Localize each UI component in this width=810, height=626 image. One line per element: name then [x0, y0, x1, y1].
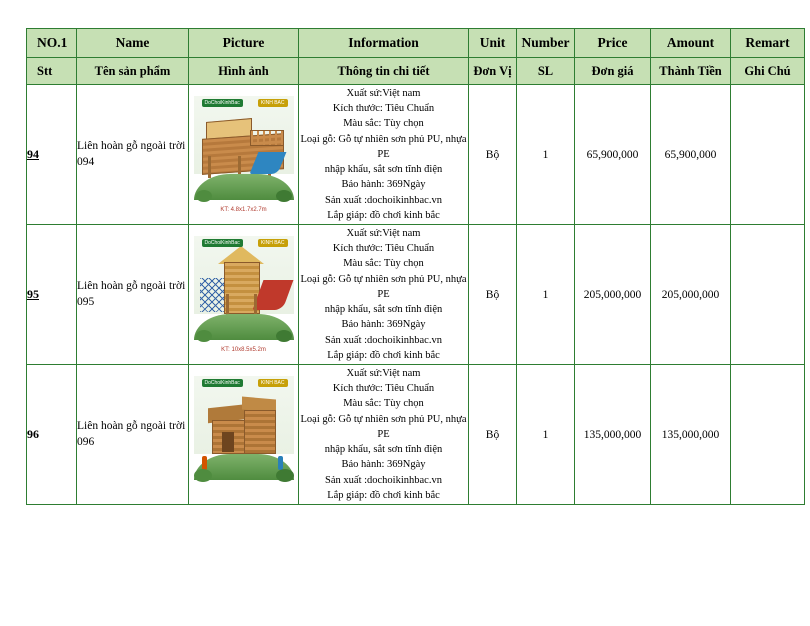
- watermark-logo: DoChoiKinhBac: [202, 239, 243, 247]
- header-stt-vn: Stt: [27, 58, 77, 85]
- cell-unit: Bộ: [469, 85, 517, 225]
- image-bush: [276, 469, 294, 482]
- header-price: Price: [575, 29, 651, 58]
- image-bush: [196, 330, 212, 342]
- info-line: Màu sắc: Tùy chọn: [343, 398, 424, 410]
- header-remark-vn: Ghi Chú: [731, 58, 805, 85]
- info-line: Loại gỗ: Gỗ tự nhiên sơn phủ PU, nhựa PE: [300, 133, 467, 160]
- info-line: Màu sắc: Tùy chọn: [343, 258, 424, 270]
- watermark-logo: DoChoiKinhBac: [202, 379, 243, 387]
- header-remark: Remart: [731, 29, 805, 58]
- stt-value: 94: [27, 147, 39, 161]
- image-railing: [250, 130, 284, 146]
- header-amount: Amount: [651, 29, 731, 58]
- cell-number: 1: [517, 225, 575, 365]
- header-information: Information: [299, 29, 469, 58]
- product-image-096: [194, 376, 294, 494]
- info-line: Xuất sứ:Việt nam: [346, 88, 421, 100]
- cell-unit: Bộ: [469, 225, 517, 365]
- cell-remark: [731, 225, 805, 365]
- watermark-logo-secondary: KINH BAC: [258, 379, 288, 387]
- watermark-logo: DoChoiKinhBac: [202, 99, 243, 107]
- cell-amount: 65,900,000: [651, 85, 731, 225]
- table-row: [27, 85, 805, 225]
- info-line: nhập khẩu, sắt sơn tĩnh điện: [324, 444, 443, 456]
- info-line: Lắp giáp: đồ chơi kinh bắc: [327, 489, 440, 501]
- info-line: nhập khẩu, sắt sơn tĩnh điện: [324, 164, 443, 176]
- cell-price: 65,900,000: [575, 85, 651, 225]
- image-climbing-net: [200, 278, 224, 312]
- header-name: Name: [77, 29, 189, 58]
- info-line: Sản xuất :dochoikinhbac.vn: [325, 474, 442, 486]
- watermark-logo-secondary: KINH BAC: [258, 99, 288, 107]
- cell-information: [299, 85, 469, 225]
- cell-information: [299, 225, 469, 365]
- cell-information: [299, 365, 469, 505]
- header-name-vn: Tên sản phẩm: [77, 58, 189, 85]
- cell-unit: Bộ: [469, 365, 517, 505]
- header-row-english: [27, 29, 805, 58]
- header-no: NO.1: [27, 29, 77, 58]
- info-line: Lắp giáp: đồ chơi kinh bắc: [327, 349, 440, 361]
- cell-stt: [27, 85, 77, 225]
- image-bush: [276, 330, 292, 342]
- info-line: Kích thước: Tiêu Chuẩn: [332, 383, 435, 395]
- cell-picture: [189, 85, 299, 225]
- image-child: [278, 456, 283, 470]
- info-line: Sản xuất :dochoikinhbac.vn: [325, 194, 442, 206]
- header-row-vietnamese: [27, 58, 805, 85]
- header-picture-vn: Hình ảnh: [189, 58, 299, 85]
- image-child: [202, 456, 207, 470]
- info-line: nhập khẩu, sắt sơn tĩnh điện: [324, 304, 443, 316]
- image-bush: [196, 190, 212, 202]
- info-line: Bảo hành: 369Ngày: [341, 459, 426, 471]
- table-header: [27, 29, 805, 85]
- stt-value: 95: [27, 287, 39, 301]
- image-size-caption: KT: 4.8x1.7x2.7m: [220, 206, 267, 213]
- header-picture: Picture: [189, 29, 299, 58]
- header-unit-vn: Đơn Vị: [469, 58, 517, 85]
- image-bush: [194, 469, 212, 482]
- image-size-caption: KT: 10x8.5x5.2m: [221, 346, 266, 353]
- stt-value: 96: [27, 427, 39, 441]
- info-line: Bảo hành: 369Ngày: [341, 319, 426, 331]
- cell-price: 205,000,000: [575, 225, 651, 365]
- cell-stt: [27, 365, 77, 505]
- table-body: [27, 85, 805, 505]
- image-post: [208, 156, 211, 178]
- info-line: Xuất sứ:Việt nam: [346, 368, 421, 380]
- table-row: [27, 365, 805, 505]
- header-amount-vn: Thành Tiền: [651, 58, 731, 85]
- info-line: Kích thước: Tiêu Chuẩn: [332, 103, 435, 115]
- product-image-094: [194, 96, 294, 214]
- cell-remark: [731, 365, 805, 505]
- cell-stt: [27, 225, 77, 365]
- info-line: Kích thước: Tiêu Chuẩn: [332, 243, 435, 255]
- header-number-vn: SL: [517, 58, 575, 85]
- info-line: Loại gỗ: Gỗ tự nhiên sơn phủ PU, nhựa PE: [300, 273, 467, 300]
- image-bush: [276, 190, 292, 202]
- watermark-logo-secondary: KINH BAC: [258, 239, 288, 247]
- cell-remark: [731, 85, 805, 225]
- cell-amount: 135,000,000: [651, 365, 731, 505]
- cell-picture: [189, 225, 299, 365]
- header-price-vn: Đơn giá: [575, 58, 651, 85]
- cell-picture: [189, 365, 299, 505]
- product-catalog-table: [26, 28, 805, 505]
- cell-product-name: Liên hoàn gỗ ngoài trời 095: [77, 225, 189, 365]
- info-line: Lắp giáp: đồ chơi kinh bắc: [327, 209, 440, 221]
- header-unit: Unit: [469, 29, 517, 58]
- cell-price: 135,000,000: [575, 365, 651, 505]
- cell-number: 1: [517, 85, 575, 225]
- info-line: Xuất sứ:Việt nam: [346, 228, 421, 240]
- info-line: Bảo hành: 369Ngày: [341, 179, 426, 191]
- image-door: [222, 432, 234, 452]
- cell-amount: 205,000,000: [651, 225, 731, 365]
- cell-product-name: Liên hoàn gỗ ngoài trời 096: [77, 365, 189, 505]
- cell-product-name: Liên hoàn gỗ ngoài trời 094: [77, 85, 189, 225]
- info-line: Loại gỗ: Gỗ tự nhiên sơn phủ PU, nhựa PE: [300, 413, 467, 440]
- cell-number: 1: [517, 365, 575, 505]
- table-row: [27, 225, 805, 365]
- header-number: Number: [517, 29, 575, 58]
- product-image-095: [194, 236, 294, 354]
- image-fort-block: [244, 410, 276, 454]
- info-line: Sản xuất :dochoikinhbac.vn: [325, 334, 442, 346]
- header-information-vn: Thông tin chi tiết: [299, 58, 469, 85]
- info-line: Màu sắc: Tùy chọn: [343, 118, 424, 130]
